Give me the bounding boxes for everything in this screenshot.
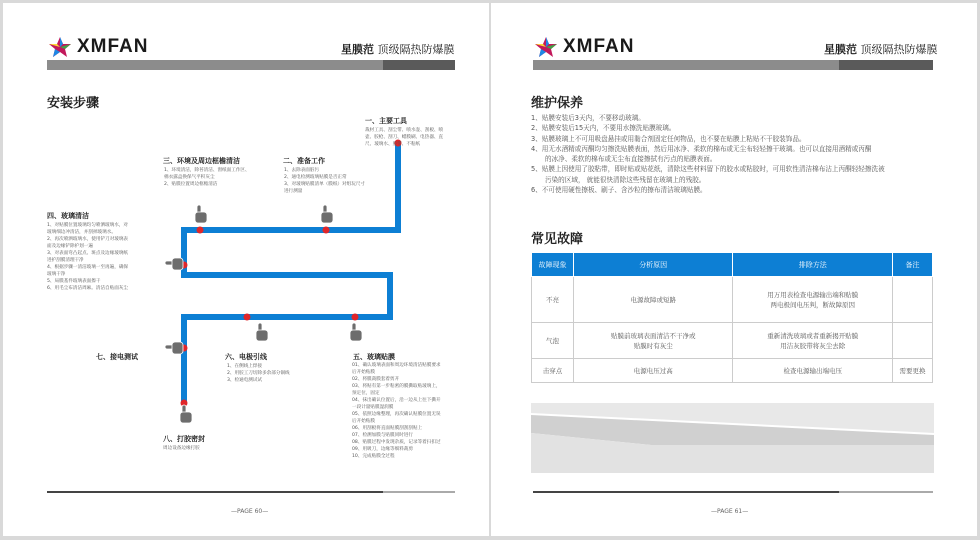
page-heading: 安装步骤 [47, 96, 100, 111]
table-cell: 不亮 [532, 277, 574, 323]
step-6-desc: 1、在侧线上焊接 2、用胶工刀切除多余部分铜线 3、检通电测试试 [227, 364, 290, 383]
header-bar-accent [839, 60, 933, 70]
footer-line-accent [383, 491, 455, 493]
header-bar [533, 60, 839, 70]
table-row [532, 277, 933, 323]
table-cell: 重新清洗玻璃或者重新揭开贴膜 用洁灰胶带将灰尘去除 [733, 323, 893, 359]
step-8-title: 八、打胶密封 [163, 435, 205, 443]
table-cell: 击穿点 [532, 359, 574, 383]
left-page [3, 3, 489, 536]
hand-pointer-icon [321, 205, 333, 223]
table-header: 备注 [893, 253, 933, 277]
step-4-title: 四、玻璃清洁 [47, 212, 89, 220]
hand-pointer-icon [350, 323, 362, 341]
brand-logo [533, 36, 635, 58]
faults-heading: 常见故障 [531, 232, 584, 247]
brand-title: 星膜范 顶级隔热防爆膜 [824, 43, 938, 56]
step-4-desc: 1、对贴膜位置玻璃均匀喷洒玻璃水，对 玻璃细边冲清洁，并刮掉玻璃水。 2、再次喷洒玻璃水，使用铲刀对玻璃表 面及边缘铲除护划一遍 3、对表面弯凸起点、斑点及边缘玻璃纸 进护刮膜清理干净 4、根据步骤一清洁玻璃一至再遍，确保 玻璃干净 5、局膜基件玻璃表面擦干 6、用毛尘布清洁周麻。清洁自贴面灰尘 [47, 223, 129, 291]
table-cell: 电源故障或短路 [573, 277, 733, 323]
table-cell: 需要更换 [893, 359, 933, 383]
step-3-title: 三、环境及周边框檐清洁 [163, 157, 240, 165]
table-header: 分析原因 [573, 253, 733, 277]
table-cell: 用万用表检查电源输出端和贴膜 两电极间电压判，断故障原因 [733, 277, 893, 323]
list-item: 6、不可使用硬性擦板、刷子、含沙粒的擦布清洁玻璃贴膜。 [531, 186, 707, 195]
hand-pointer-icon [195, 205, 207, 223]
list-item-cont: 的冰净、柔软的棉布或无尘布直接擦拭有污点的贴膜表面。 [545, 155, 717, 164]
table-cell: 检查电源输出端电压 [733, 359, 893, 383]
step-1-title: 一、主要工具 [365, 117, 407, 125]
page-number: —PAGE 61— [711, 508, 749, 515]
step-5-title: 五、玻璃贴膜 [353, 353, 395, 361]
table-row [532, 359, 933, 383]
step-1-desc: 裁材工具、刮尘带、喷水壶、刮板、喷 壶、胶枪、刮刀、蜡膜刷、电热器、直 尺、玻璃水、胶带、不粘纸 [365, 128, 444, 147]
step-2-desc: 1、去除表面脏污 2、通电检测玻璃贴膜是否正常 3、对玻璃贴膜清单（膜纸）对组玩尺寸 进行测量 [284, 168, 366, 194]
step-8-desc: 周边设备边缘打胶 [163, 446, 200, 451]
footer-line [533, 491, 839, 493]
hand-pointer-icon [180, 405, 192, 423]
star-logo-icon [533, 37, 559, 57]
logo-text: XMFAN [77, 36, 149, 57]
hand-pointer-icon [256, 323, 268, 341]
list-item-cont: 污染的区域， 就能很快清除这些残留在玻璃上的残胶。 [545, 175, 706, 184]
hand-pointer-icon [165, 342, 183, 354]
table-cell [893, 277, 933, 323]
table-header: 排除方法 [733, 253, 893, 277]
list-item: 2、贴膜安装后15天内，不要用水擦洗贴膜玻璃。 [531, 124, 676, 133]
step-7-title: 七、接电测试 [96, 353, 138, 361]
decorative-shapes [531, 403, 934, 473]
footer-line [47, 491, 383, 493]
hand-pointer-icon [165, 258, 183, 270]
faults-table [531, 252, 933, 383]
table-row [532, 323, 933, 359]
brand-title: 星膜范 顶级隔热防爆膜 [341, 43, 455, 56]
table-header-row [532, 253, 933, 277]
table-cell: 贴膜前玻璃表面清洁不干净或 贴膜时有灰尘 [573, 323, 733, 359]
footer-line-accent [839, 491, 933, 493]
page-heading: 维护保养 [531, 96, 584, 111]
table-cell [893, 323, 933, 359]
step-2-title: 二、准备工作 [283, 157, 325, 165]
table-cell: 电源电压过高 [573, 359, 733, 383]
step-6-title: 六、电极引线 [225, 353, 267, 361]
table-cell: 气泡 [532, 323, 574, 359]
list-item: 4、用无水酒精或丙酮均匀擦洗贴膜表面，然后用冰净、柔软的棉布或无尘布轻轻擦干玻璃。也可以直接用酒精或丙酮 [531, 144, 872, 153]
logo-text: XMFAN [563, 36, 635, 57]
maintenance-list [531, 113, 941, 195]
step-5-desc: 01、确认玻璃表面和周边环境清洁贴膜要求 后开始贴膜 02、将膜裁膜套着剪开 03、将贴有第一步粘密的膜撕取贴玻璃上， 预定位，固定 04、抹出确认位置后，沿一边从上往下撕开 一段计量贴膜湿润膜 05、依照边缘整理，再次确认贴膜位置无误 后开始贴膜 06、用刮板将直面贴膜刮刮刮贴上 07、检测加膜与贴膜同时进行 08、贴膜过程中发现杂质，记录等着扫扣过 09、用吸刀，边缘等细料裁剪 10、完成贴膜全过程 [352, 363, 441, 459]
list-item: 5、贴膜上因使用了胶粘带，即时贴或贴花纸，清除这些材料留下的胶水或粘胶时，可用软性清洁棉布沾上丙酮轻轻擦洗被 [531, 165, 885, 174]
table-header: 故障现象 [532, 253, 574, 277]
right-page [491, 3, 977, 536]
step-3-desc: 1、环境清洁，除苔清洁、窗纸面工作区、 棉衣露盒换保气平积灰尘 2、贴膜位置周边框檐清洁 [164, 168, 250, 187]
page-number: —PAGE 60— [231, 508, 269, 515]
list-item: 1、贴膜安装后3天内，不要移动玻璃。 [531, 114, 645, 122]
list-item: 3、贴膜玻璃上不可用吸盘悬挂或用黏合剂固定任何物品，也不要在贴膜上粘贴不干胶装饰品。 [531, 134, 806, 143]
